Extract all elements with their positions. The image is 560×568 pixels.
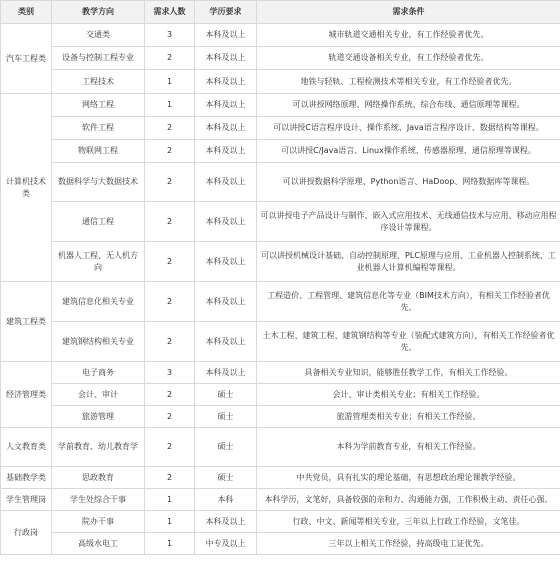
category-cell: 基础教学类 xyxy=(1,467,52,489)
conditions-cell: 可以讲授电子产品设计与制作、嵌入式应用技术、无线通信技术与应用、移动应用程序设计等课程。 xyxy=(257,202,560,242)
category-cell: 计算机技术类 xyxy=(1,94,52,282)
education-cell: 本科及以上 xyxy=(195,511,257,533)
count-cell: 1 xyxy=(145,94,195,117)
education-cell: 中专及以上 xyxy=(195,533,257,555)
direction-cell: 网络工程 xyxy=(52,94,145,117)
count-cell: 1 xyxy=(145,533,195,555)
table-row xyxy=(1,70,560,94)
direction-cell: 通信工程 xyxy=(52,202,145,242)
direction-cell: 高级水电工 xyxy=(52,533,145,555)
education-cell: 本科及以上 xyxy=(195,242,257,282)
count-cell: 2 xyxy=(145,242,195,282)
conditions-cell: 土木工程、建筑工程、建筑钢结构等专业（装配式建筑方向），有相关工作经验者优先。 xyxy=(257,322,560,362)
direction-cell: 会计、审计 xyxy=(52,384,145,406)
header-education: 学历要求 xyxy=(195,1,257,24)
education-cell: 硕士 xyxy=(195,406,257,428)
education-cell: 本科及以上 xyxy=(195,140,257,163)
table-row xyxy=(1,533,560,555)
table-row xyxy=(1,362,560,384)
table-row xyxy=(1,384,560,406)
count-cell: 2 xyxy=(145,428,195,467)
header-category: 类别 xyxy=(1,1,52,24)
count-cell: 2 xyxy=(145,322,195,362)
direction-cell: 电子商务 xyxy=(52,362,145,384)
education-cell: 硕士 xyxy=(195,384,257,406)
table-row xyxy=(1,489,560,511)
header-count: 需求人数 xyxy=(145,1,195,24)
education-cell: 本科及以上 xyxy=(195,47,257,70)
education-cell: 本科及以上 xyxy=(195,282,257,322)
direction-cell: 物联网工程 xyxy=(52,140,145,163)
count-cell: 3 xyxy=(145,362,195,384)
category-cell: 学生管理岗 xyxy=(1,489,52,511)
direction-cell: 工程技术 xyxy=(52,70,145,94)
table-row xyxy=(1,47,560,70)
count-cell: 2 xyxy=(145,117,195,140)
direction-cell: 交通类 xyxy=(52,24,145,47)
education-cell: 本科及以上 xyxy=(195,117,257,140)
table-row xyxy=(1,511,560,533)
education-cell: 本科及以上 xyxy=(195,322,257,362)
conditions-cell: 可以讲授数据科学原理、Python语言、HaDoop、网络数据库等课程。 xyxy=(257,163,560,202)
education-cell: 本科及以上 xyxy=(195,70,257,94)
category-cell: 建筑工程类 xyxy=(1,282,52,362)
education-cell: 本科及以上 xyxy=(195,94,257,117)
conditions-cell: 会计、审计类相关专业；有相关工作经验。 xyxy=(257,384,560,406)
conditions-cell: 轨道交通设备相关专业，有工作经验者优先。 xyxy=(257,47,560,70)
education-cell: 本科及以上 xyxy=(195,202,257,242)
table-row xyxy=(1,428,560,467)
direction-cell: 数据科学与大数据技术 xyxy=(52,163,145,202)
direction-cell: 旅游管理 xyxy=(52,406,145,428)
table-row xyxy=(1,282,560,322)
conditions-cell: 可以讲授网络原理、网络操作系统、综合布线、通信原理等课程。 xyxy=(257,94,560,117)
education-cell: 硕士 xyxy=(195,467,257,489)
table-row xyxy=(1,94,560,117)
education-cell: 本科 xyxy=(195,489,257,511)
category-cell: 人文教育类 xyxy=(1,428,52,467)
count-cell: 2 xyxy=(145,467,195,489)
header-conditions: 需求条件 xyxy=(257,1,560,24)
count-cell: 2 xyxy=(145,140,195,163)
direction-cell: 机器人工程、无人机方向 xyxy=(52,242,145,282)
conditions-cell: 具备相关专业知识，能够胜任教学工作，有相关工作经验。 xyxy=(257,362,560,384)
conditions-cell: 本科为学前教育专业，有相关工作经验。 xyxy=(257,428,560,467)
conditions-cell: 地铁与轻轨、工程检测技术等相关专业，有工作经验者优先。 xyxy=(257,70,560,94)
direction-cell: 建筑钢结构相关专业 xyxy=(52,322,145,362)
count-cell: 2 xyxy=(145,282,195,322)
conditions-cell: 可以讲授C语言程序设计、操作系统、Java语言程序设计、数据结构等课程。 xyxy=(257,117,560,140)
count-cell: 1 xyxy=(145,511,195,533)
education-cell: 本科及以上 xyxy=(195,24,257,47)
table-row xyxy=(1,467,560,489)
direction-cell: 院办干事 xyxy=(52,511,145,533)
category-cell: 汽车工程类 xyxy=(1,24,52,94)
table-row xyxy=(1,406,560,428)
table-row xyxy=(1,322,560,362)
category-cell: 行政岗 xyxy=(1,511,52,555)
header-direction: 教学方向 xyxy=(52,1,145,24)
table-row xyxy=(1,163,560,202)
count-cell: 2 xyxy=(145,47,195,70)
table-row xyxy=(1,117,560,140)
table-row xyxy=(1,24,560,47)
direction-cell: 思政教育 xyxy=(52,467,145,489)
count-cell: 1 xyxy=(145,489,195,511)
table-row xyxy=(1,202,560,242)
direction-cell: 设备与控制工程专业 xyxy=(52,47,145,70)
category-cell: 经济管理类 xyxy=(1,362,52,428)
direction-cell: 建筑信息化相关专业 xyxy=(52,282,145,322)
table-row xyxy=(1,242,560,282)
table-header-row xyxy=(1,1,560,24)
count-cell: 2 xyxy=(145,384,195,406)
conditions-cell: 三年以上相关工作经验，持高级电工证优先。 xyxy=(257,533,560,555)
count-cell: 3 xyxy=(145,24,195,47)
table-row xyxy=(1,140,560,163)
conditions-cell: 工程造价、工程管理、建筑信息化等专业（BIM技术方向），有相关工作经验者优先。 xyxy=(257,282,560,322)
direction-cell: 学前教育、幼儿教育学 xyxy=(52,428,145,467)
count-cell: 2 xyxy=(145,202,195,242)
direction-cell: 学生处综合干事 xyxy=(52,489,145,511)
conditions-cell: 本科学历，文笔好，具备较强的亲和力、沟通能力强，工作积极主动、责任心强。 xyxy=(257,489,560,511)
education-cell: 本科及以上 xyxy=(195,362,257,384)
education-cell: 硕士 xyxy=(195,428,257,467)
count-cell: 1 xyxy=(145,70,195,94)
conditions-cell: 旅游管理类相关专业；有相关工作经验。 xyxy=(257,406,560,428)
count-cell: 2 xyxy=(145,406,195,428)
direction-cell: 软件工程 xyxy=(52,117,145,140)
conditions-cell: 行政、中文、新闻等相关专业，三年以上行政工作经验，文笔佳。 xyxy=(257,511,560,533)
education-cell: 本科及以上 xyxy=(195,163,257,202)
conditions-cell: 中共党员，具有扎实的理论基础，有思想政治理论课教学经验。 xyxy=(257,467,560,489)
count-cell: 2 xyxy=(145,163,195,202)
table-body xyxy=(1,24,560,555)
conditions-cell: 可以讲授机械设计基础、自动控制原理、PLC原理与应用、工业机器人控制系统、工业机器人计算机编程等课程。 xyxy=(257,242,560,282)
conditions-cell: 可以讲授C/Java语言、Linux操作系统、传感器原理、通信原理等课程。 xyxy=(257,140,560,163)
conditions-cell: 城市轨道交通相关专业，有工作经验者优先。 xyxy=(257,24,560,47)
